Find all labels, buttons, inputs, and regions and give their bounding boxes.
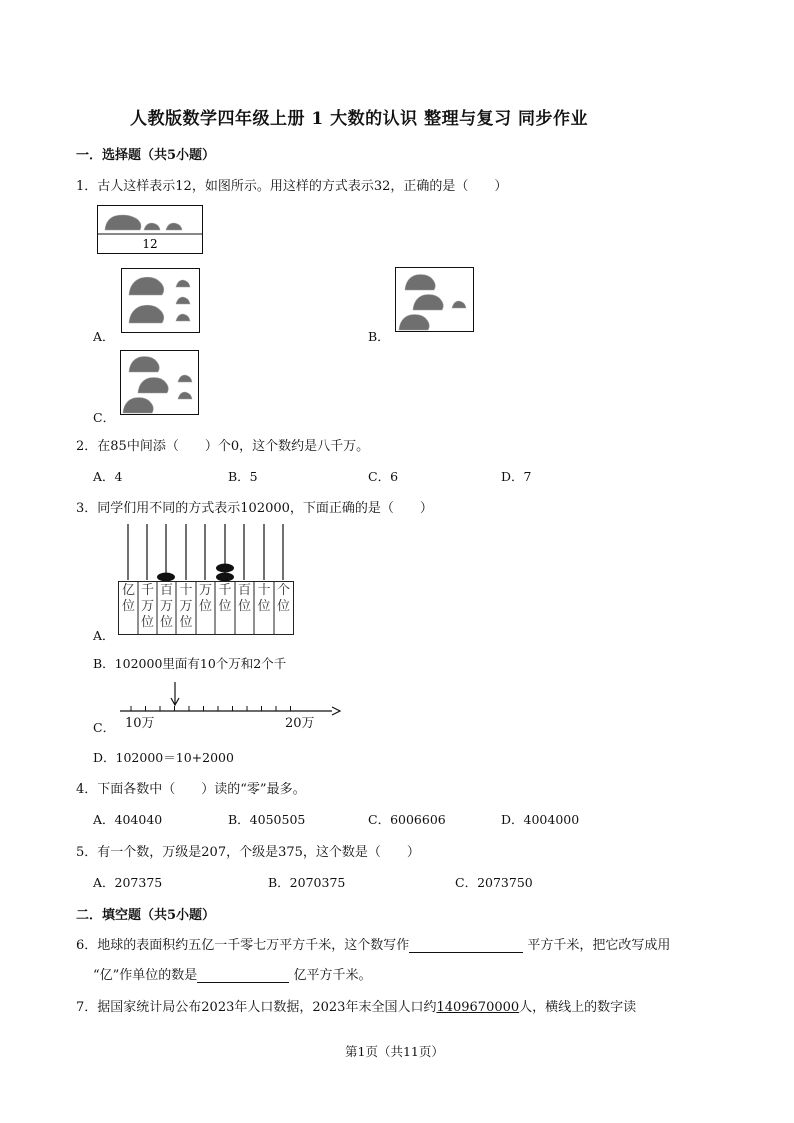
abacus-label-wan: 万位: [198, 583, 212, 614]
q3-option-a[interactable]: A．: [93, 628, 115, 643]
abacus-bead: [216, 573, 234, 582]
question-7-text: [76, 996, 636, 1015]
q2-option-a[interactable]: A．4: [93, 469, 123, 484]
q6-text-part3: “亿”作单位的数是: [93, 968, 198, 983]
abacus-label-qianwan: 千万位: [140, 583, 154, 630]
q6-text-part2: 平方千米，把它改写成用: [527, 938, 671, 953]
q5-option-b[interactable]: B．2070375: [268, 875, 346, 890]
number-line-figure[interactable]: [118, 682, 340, 732]
q1-option-a-figure[interactable]: [121, 268, 201, 334]
abacus-label-shiwan: 十万位: [179, 583, 193, 630]
q5-option-a[interactable]: A．207375: [93, 875, 163, 890]
q3-option-b[interactable]: B．102000里面有10个万和2个千: [93, 656, 287, 671]
question-4-text: 4．下面各数中（ ）读的“零”最多。: [76, 782, 306, 797]
q3-option-c[interactable]: C．: [93, 720, 116, 735]
q1-figure-label: 12: [142, 237, 158, 251]
question-6-line-2: [93, 964, 371, 983]
q5-option-c[interactable]: C．2073750: [455, 875, 533, 890]
q2-option-c[interactable]: C．6: [368, 469, 399, 484]
section-fill-heading: 二．填空题（共5小题）: [76, 908, 216, 923]
q1-option-b-figure[interactable]: [395, 267, 475, 333]
abacus-label-shi: 十位: [257, 583, 271, 614]
abacus-bead: [157, 573, 175, 582]
q7-text-part2: 人，横线上的数字读: [519, 1000, 637, 1015]
q2-option-b[interactable]: B．5: [228, 469, 258, 484]
q1-example-figure: [97, 205, 203, 255]
q7-text-part1: 7．据国家统计局公布2023年人口数据，2023年末全国人口约: [76, 1000, 437, 1015]
page-title: 人教版数学四年级上册 1 大数的认识 整理与复习 同步作业: [130, 109, 589, 129]
question-6-line-1: [76, 934, 670, 953]
q2-option-d[interactable]: D．7: [501, 469, 532, 484]
q7-underlined-number: 1409670000: [436, 1000, 520, 1015]
number-line-right-label: 20万: [285, 716, 315, 731]
q6-blank-2[interactable]: [197, 968, 289, 983]
abacus-label-bai: 百位: [237, 583, 251, 614]
question-2-text: 2．在85中间添（ ）个0，这个数约是八千万。: [76, 439, 370, 454]
q3-option-d[interactable]: D．102000＝10+2000: [93, 750, 234, 765]
question-5-text: 5．有一个数，万级是207，个级是375，这个数是（ ）: [76, 845, 420, 860]
question-3-text: 3．同学们用不同的方式表示102000，下面正确的是（ ）: [76, 501, 433, 516]
q1-option-c[interactable]: C．: [93, 410, 116, 425]
q4-option-d[interactable]: D．4004000: [501, 812, 580, 827]
q4-option-b[interactable]: B．4050505: [228, 812, 306, 827]
q1-option-a[interactable]: A．: [93, 329, 115, 344]
abacus-label-ge: 个位: [276, 583, 290, 614]
abacus-label-yi: 亿位: [121, 583, 135, 614]
abacus-bead: [216, 564, 234, 573]
question-1-text: 1．古人这样表示12，如图所示。用这样的方式表示32，正确的是（ ）: [76, 179, 508, 194]
abacus-label-qian: 千位: [218, 583, 232, 614]
abacus-label-baiwan: 百万位: [159, 583, 173, 630]
number-line-left-label: 10万: [125, 716, 155, 731]
section-choice-heading: 一．选择题（共5小题）: [76, 148, 216, 163]
abacus-figure[interactable]: [117, 524, 295, 636]
q1-option-b[interactable]: B．: [368, 329, 390, 344]
q6-blank-1[interactable]: [409, 938, 523, 953]
q6-text-part1: 6．地球的表面积约五亿一千零七万平方千米，这个数写作: [76, 938, 410, 953]
q6-text-part4: 亿平方千米。: [293, 968, 372, 983]
q4-option-a[interactable]: A．404040: [93, 812, 163, 827]
q1-option-c-figure[interactable]: [120, 350, 200, 416]
q4-option-c[interactable]: C．6006606: [368, 812, 446, 827]
page-footer: 第1页（共11页）: [345, 1044, 444, 1059]
